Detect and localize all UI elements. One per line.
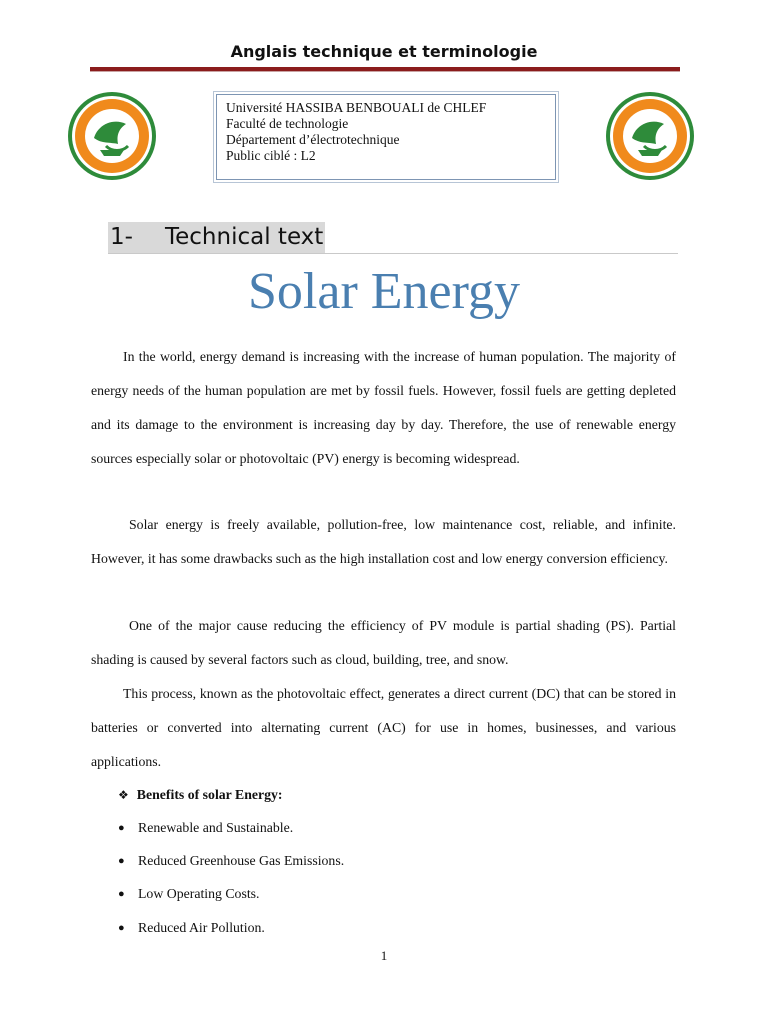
bullet-icon: ● bbox=[118, 922, 125, 934]
list-item-text: Reduced Air Pollution. bbox=[138, 920, 265, 935]
benefits-heading bbox=[118, 787, 283, 803]
faculty-name: Faculté de technologie bbox=[226, 116, 349, 131]
title-divider bbox=[90, 67, 680, 72]
section-heading bbox=[108, 222, 325, 253]
benefits-heading-text: Benefits of solar Energy: bbox=[136, 787, 283, 802]
paragraph-1 bbox=[91, 340, 676, 476]
list-item-text: Low Operating Costs. bbox=[138, 886, 260, 901]
target-audience: Public ciblé : L2 bbox=[226, 148, 316, 163]
university-seal-left bbox=[66, 90, 158, 182]
list-item-text: Reduced Greenhouse Gas Emissions. bbox=[138, 853, 345, 868]
section-divider bbox=[108, 253, 678, 254]
running-title: Anglais technique et terminologie bbox=[230, 42, 538, 61]
page-number: 1 bbox=[380, 948, 388, 963]
list-item bbox=[118, 853, 344, 869]
list-item bbox=[118, 886, 259, 902]
university-name: Université HASSIBA BENBOUALI de CHLEF bbox=[226, 100, 487, 115]
department-name: Département d’électrotechnique bbox=[226, 132, 400, 147]
paragraph-3 bbox=[91, 609, 676, 677]
bullet-icon: ● bbox=[118, 888, 125, 900]
list-item bbox=[118, 920, 265, 936]
paragraph-2 bbox=[91, 508, 676, 576]
paragraph-1-text: In the world, energy demand is increasing with the increase of human population. The majority of energy needs of the human population are met by fossil fuels. However, fossil fuels are getting depleted and its damage to the environment is increasing day by day. Therefore, the use of renewable energy sources especially solar or photovoltaic (PV) energy is becoming widespread. bbox=[91, 349, 676, 466]
diamond-bullet-icon: ❖ bbox=[118, 788, 129, 802]
paragraph-4 bbox=[91, 677, 676, 779]
paragraph-4-text: This process, known as the photovoltaic effect, generates a direct current (DC) that can be stored in batteries or converted into alternating current (AC) for use in homes, businesses, and various applications. bbox=[91, 686, 676, 769]
list-item-text: Renewable and Sustainable. bbox=[138, 820, 294, 835]
bullet-icon: ● bbox=[118, 855, 125, 867]
list-item bbox=[118, 820, 293, 836]
institution-info-box bbox=[216, 94, 556, 180]
section-title: Technical text bbox=[165, 224, 324, 250]
bullet-icon: ● bbox=[118, 822, 125, 834]
paragraph-3-text: One of the major cause reducing the efficiency of PV module is partial shading (PS). Partial shading is caused by several factors such as cloud, building, tree, and snow. bbox=[91, 618, 676, 667]
university-seal-right bbox=[604, 90, 696, 182]
paragraph-2-text: Solar energy is freely available, pollution-free, low maintenance cost, reliable, and infinite. However, it has some drawbacks such as the high installation cost and low energy conversion efficiency. bbox=[91, 517, 676, 566]
section-number: 1- bbox=[110, 224, 133, 250]
document-title: Solar Energy bbox=[248, 263, 520, 320]
